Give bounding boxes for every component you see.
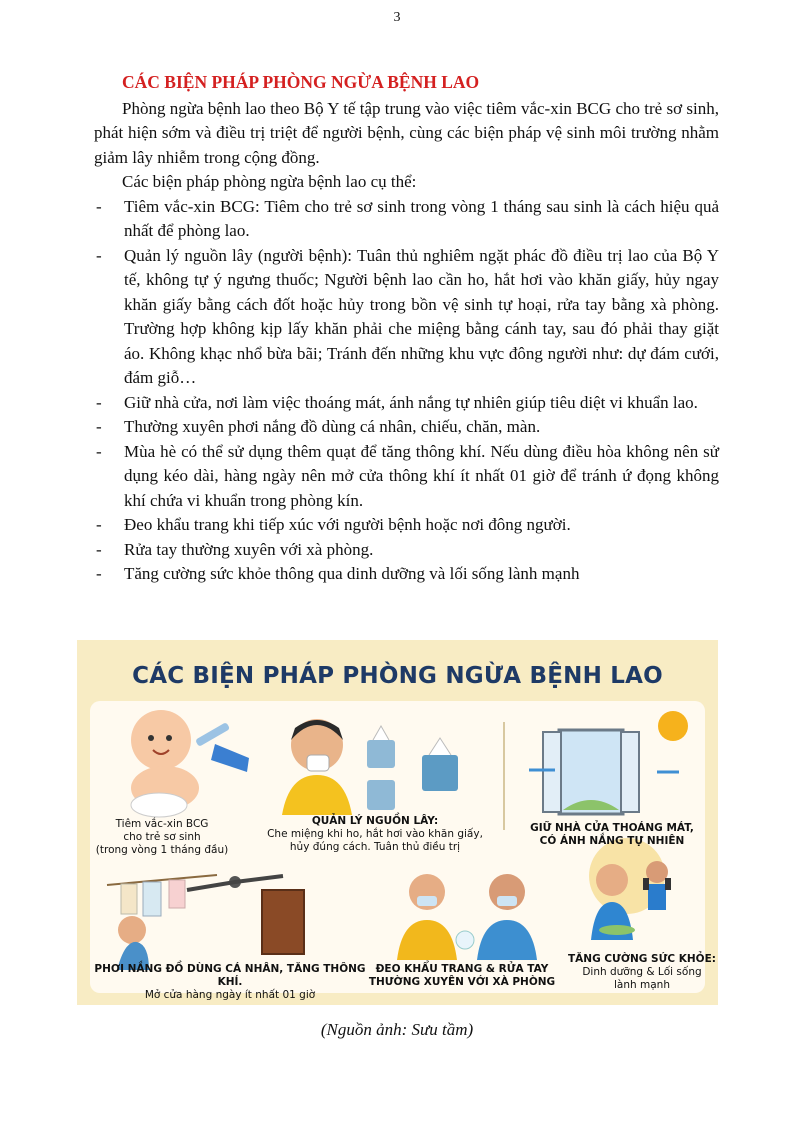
list-item bbox=[94, 391, 719, 416]
caption-line: Mở cửa hàng ngày ít nhất 01 giờ bbox=[144, 989, 316, 1001]
caption-sunning bbox=[85, 963, 375, 1002]
caption-line: THƯỜNG XUYÊN VỚI XÀ PHÒNG bbox=[368, 976, 556, 988]
list-item bbox=[94, 415, 719, 440]
caption-mask-handwash bbox=[367, 963, 557, 989]
document-body bbox=[94, 70, 719, 587]
baby-vaccine-illustration bbox=[131, 710, 249, 817]
caption-line: Dinh dưỡng & Lối sống bbox=[582, 966, 702, 978]
caption-line: GIỮ NHÀ CỬA THOÁNG MÁT, bbox=[530, 822, 694, 834]
intro-paragraph: Phòng ngừa bệnh lao theo Bộ Y tế tập trung vào việc tiêm vắc-xin BCG cho trẻ sơ sinh, phát hiện sớm và điều trị triệt để người bệnh, cùng các biện pháp vệ sinh môi trường nhằm giảm lây nhiễm trong cộng đồng. bbox=[94, 98, 719, 167]
caption-line: lành mạnh bbox=[614, 979, 670, 991]
page-number: 3 bbox=[393, 10, 401, 25]
bullet-dash: - bbox=[96, 441, 102, 461]
infographic-title: CÁC BIỆN PHÁP PHÒNG NGỪA BỆNH LAO bbox=[132, 663, 663, 689]
bullet-dash: - bbox=[96, 392, 102, 412]
list-item-text: Giữ nhà cửa, nơi làm việc thoáng mát, ánh nắng tự nhiên giúp tiêu diệt vi khuẩn lao. bbox=[124, 392, 698, 412]
caption-line: Tiêm vắc-xin BCG bbox=[115, 818, 209, 830]
list-item bbox=[94, 440, 719, 514]
bullet-dash: - bbox=[96, 539, 102, 559]
caption-line: ĐEO KHẨU TRANG & RỬA TAY bbox=[375, 963, 549, 975]
list-item bbox=[94, 244, 719, 391]
measures-list bbox=[94, 195, 719, 587]
mask-handwash-illustration bbox=[397, 874, 537, 960]
caption-line: Che miệng khi ho, hắt hơi vào khăn giấy, bbox=[267, 828, 483, 840]
caption-line: PHƠI NẮNG ĐỒ DÙNG CÁ NHÂN, TĂNG THÔNG KHÍ. bbox=[94, 963, 366, 988]
list-item-text: Mùa hè có thể sử dụng thêm quạt để tăng thông khí. Nếu dùng điều hòa không nên sử dụng kéo dài, hàng ngày nên mở cửa thông khí ít nhất 01 giờ để tránh ứ đọng không khí chứa vi khuẩn trong phòng kín. bbox=[124, 441, 719, 510]
list-item-text: Tiêm vắc-xin BCG: Tiêm cho trẻ sơ sinh trong vòng 1 tháng sau sinh là cách hiệu quả nhất để phòng lao. bbox=[124, 196, 719, 240]
caption-source-control bbox=[255, 815, 495, 854]
list-item-text: Rửa tay thường xuyên với xà phòng. bbox=[124, 539, 374, 559]
bullet-dash: - bbox=[96, 417, 102, 436]
clothesline-fan-illustration bbox=[107, 875, 304, 970]
infographic bbox=[77, 640, 718, 1005]
caption-ventilation bbox=[517, 822, 707, 848]
nutrition-exercise-illustration bbox=[589, 838, 671, 940]
bullet-dash: - bbox=[96, 515, 102, 534]
caption-line: CÓ ÁNH NẮNG TỰ NHIÊN bbox=[539, 835, 685, 847]
window-sun-illustration bbox=[504, 711, 688, 830]
caption-line: cho trẻ sơ sinh bbox=[123, 831, 201, 843]
caption-line: (trong vòng 1 tháng đầu) bbox=[95, 844, 229, 856]
section-heading: CÁC BIỆN PHÁP PHÒNG NGỪA BỆNH LAO bbox=[122, 72, 480, 92]
caption-line: hủy đúng cách. Tuân thủ điều trị bbox=[289, 841, 461, 853]
caption-health bbox=[567, 953, 717, 992]
bullet-dash: - bbox=[96, 196, 102, 216]
lead-paragraph: Các biện pháp phòng ngừa bệnh lao cụ thể: bbox=[122, 172, 417, 191]
list-item-text: Đeo khẩu trang khi tiếp xúc với người bệnh hoặc nơi đông người. bbox=[124, 515, 571, 534]
list-item bbox=[94, 562, 719, 587]
bullet-dash: - bbox=[96, 564, 102, 583]
list-item bbox=[94, 538, 719, 563]
caption-vaccine bbox=[87, 818, 237, 857]
list-item bbox=[94, 195, 719, 244]
caption-line: TĂNG CƯỜNG SỨC KHỎE: bbox=[568, 953, 716, 965]
list-item-text: Tăng cường sức khỏe thông qua dinh dưỡng và lối sống lành mạnh bbox=[124, 564, 580, 583]
list-item bbox=[94, 513, 719, 538]
tissue-cough-illustration bbox=[282, 719, 458, 815]
list-item-text: Thường xuyên phơi nắng đồ dùng cá nhân, chiếu, chăn, màn. bbox=[124, 417, 541, 436]
caption-line: QUẢN LÝ NGUỒN LÂY: bbox=[311, 815, 439, 827]
list-item-text: Quản lý nguồn lây (người bệnh): Tuân thủ nghiêm ngặt phác đồ điều trị lao của Bộ Y tế, không tự ý ngưng thuốc; Người bệnh lao cần ho, hắt hơi vào khăn giấy, hủy ngay khăn giấy bằng cách đốt hoặc hủy trong bồn vệ sinh tự hoại, rửa tay bằng xà phòng. Trường hợp không kịp lấy khăn phải che miệng bằng cánh tay, sau đó phải thay giặt áo. Không khạc nhổ bừa bãi; Tránh đến những khu vực đông người như: dự đám cưới, đám giỗ… bbox=[124, 245, 719, 387]
bullet-dash: - bbox=[96, 245, 102, 265]
image-source-caption: (Nguồn ảnh: Sưu tầm) bbox=[320, 1020, 474, 1039]
